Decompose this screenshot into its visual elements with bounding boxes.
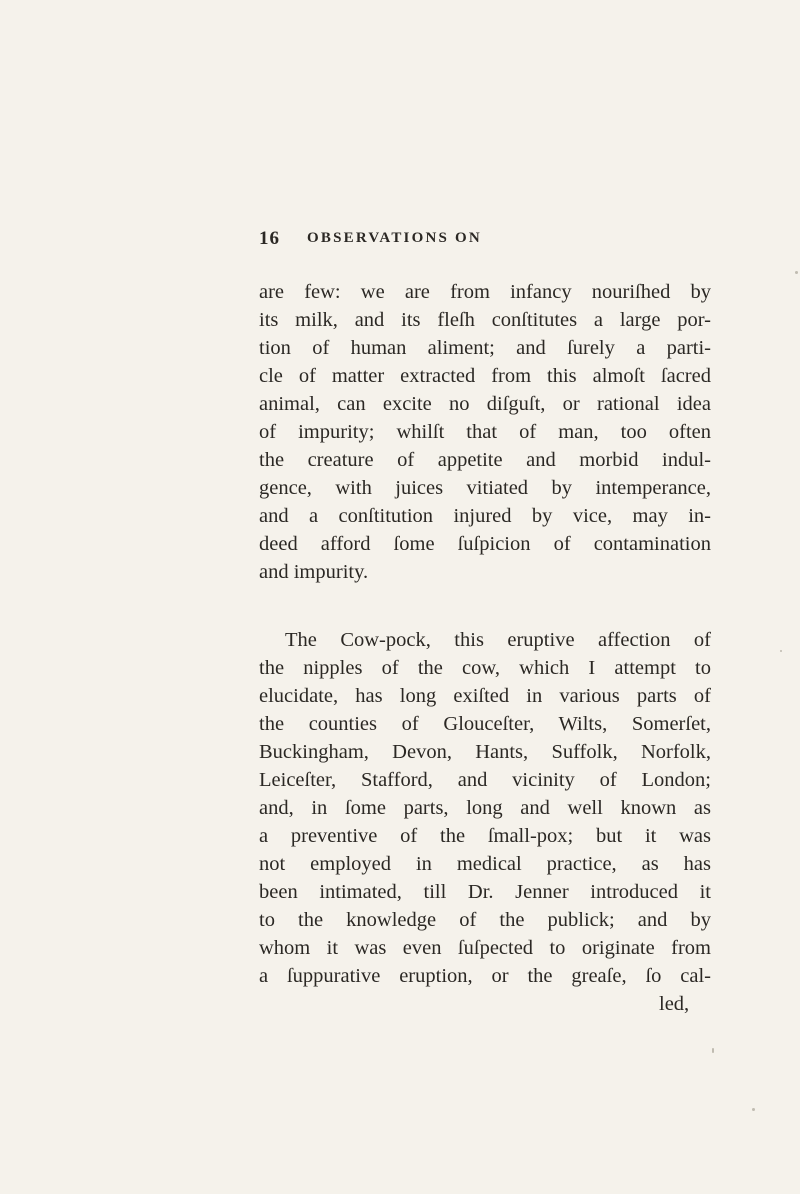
- text-line: are few: we are from infancy nouriſhed by: [259, 281, 711, 303]
- text-line: deed afford ſome ſuſpicion of contamination: [259, 533, 711, 555]
- text-line: a preventive of the ſmall-pox; but it was: [259, 825, 711, 847]
- text-line: of impurity; whilſt that of man, too often: [259, 421, 711, 443]
- text-line: a ſuppurative eruption, or the greaſe, ſo cal-: [259, 965, 711, 987]
- paper-speck: [712, 1048, 714, 1053]
- running-head: OBSERVATIONS ON: [307, 230, 482, 246]
- text-line: the nipples of the cow, which I attempt to: [259, 657, 711, 679]
- text-line: the counties of Glouceſter, Wilts, Somerſet,: [259, 713, 711, 735]
- text-line: to the knowledge of the publick; and by: [259, 909, 711, 931]
- text-line: animal, can excite no diſguſt, or rational idea: [259, 393, 711, 415]
- text-line: and impurity.: [259, 561, 369, 583]
- text-line: tion of human aliment; and ſurely a parti-: [259, 337, 711, 359]
- text-line: and, in ſome parts, long and well known as: [259, 797, 711, 819]
- page-header: [259, 228, 739, 258]
- text-line: its milk, and its fleſh conſtitutes a large por-: [259, 309, 711, 331]
- text-line: Buckingham, Devon, Hants, Suffolk, Norfolk,: [259, 741, 711, 763]
- page-number: 16: [259, 228, 280, 249]
- text-line: cle of matter extracted from this almoſt ſacred: [259, 365, 711, 387]
- text-line: been intimated, till Dr. Jenner introduced it: [259, 881, 711, 903]
- text-line: led,: [659, 993, 690, 1015]
- paper-speck: [780, 650, 782, 652]
- text-line: Leiceſter, Stafford, and vicinity of London;: [259, 769, 711, 791]
- text-line: The Cow-pock, this eruptive affection of: [285, 629, 711, 651]
- text-line: not employed in medical practice, as has: [259, 853, 711, 875]
- text-line: the creature of appetite and morbid indul-: [259, 449, 711, 471]
- text-line: elucidate, has long exiſted in various parts of: [259, 685, 711, 707]
- paper-speck: [752, 1108, 755, 1111]
- text-line: whom it was even ſuſpected to originate from: [259, 937, 711, 959]
- text-line: and a conſtitution injured by vice, may in-: [259, 505, 711, 527]
- paper-speck: [795, 271, 798, 274]
- text-line: gence, with juices vitiated by intemperance,: [259, 477, 711, 499]
